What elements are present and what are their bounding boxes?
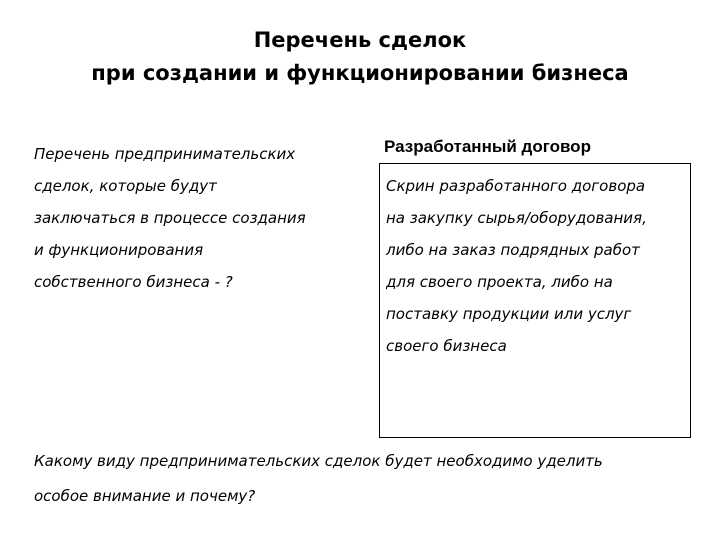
contract-description-line: поставку продукции или услуг [386, 305, 632, 323]
contract-heading: Разработанный договор [384, 137, 591, 156]
deals-list-prompt-line: заключаться в процессе создания [34, 209, 306, 227]
deals-list-prompt-line: сделок, которые будут [34, 177, 217, 195]
contract-description [386, 170, 691, 362]
contract-description-line: Скрин разработанного договора [386, 177, 646, 195]
contract-description-line: на закупку сырья/оборудования, [386, 209, 647, 227]
contract-description-line: либо на заказ подрядных работ [386, 241, 640, 259]
slide-title-line-2: при создании и функционировании бизнеса [91, 61, 629, 85]
slide-title [0, 24, 720, 90]
deals-list-prompt-line: Перечень предпринимательских [34, 145, 296, 163]
deals-list-prompt-line: собственного бизнеса - ? [34, 273, 233, 291]
contract-description-line: своего бизнеса [386, 337, 507, 355]
slide-title-line-1: Перечень сделок [253, 28, 467, 52]
deals-list-prompt [34, 138, 364, 298]
question-text-line: особое внимание и почему? [34, 487, 256, 505]
contract-description-line: для своего проекта, либо на [386, 273, 613, 291]
question-text [34, 444, 704, 514]
deals-list-prompt-line: и функционирования [34, 241, 204, 259]
question-text-line: Какому виду предпринимательских сделок будет необходимо уделить [34, 452, 603, 470]
